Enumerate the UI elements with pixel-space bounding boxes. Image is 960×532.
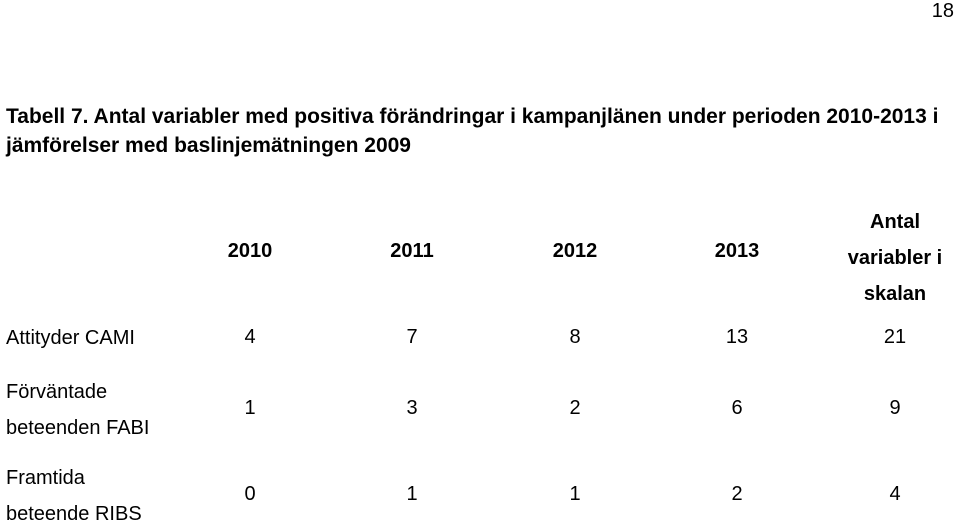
row-label: Attityder CAMI bbox=[6, 327, 135, 349]
table-cell: 0 bbox=[244, 483, 256, 505]
table-cell: 3 bbox=[406, 397, 418, 419]
page-number: 18 bbox=[931, 0, 954, 22]
table-cell: 1 bbox=[569, 483, 581, 505]
row-label: Framtida beteende RIBS bbox=[6, 467, 142, 525]
table-cell: 13 bbox=[725, 326, 749, 348]
table-cell: 4 bbox=[244, 326, 256, 348]
table-cell: 2 bbox=[731, 483, 743, 505]
table-cell: 4 bbox=[889, 483, 901, 505]
table-cell: 1 bbox=[406, 483, 418, 505]
table-cell: 9 bbox=[889, 397, 901, 419]
table-caption: Tabell 7. Antal variabler med positiva förändringar i kampanjlänen under perioden 2010-2013 i jämförelser med baslinjemätningen 2009 bbox=[6, 105, 939, 157]
column-header-antal-variabler: Antal variabler i skalan bbox=[847, 211, 943, 305]
table-cell: 8 bbox=[569, 326, 581, 348]
table-cell: 7 bbox=[406, 326, 418, 348]
table-cell: 1 bbox=[244, 397, 256, 419]
table-cell: 6 bbox=[731, 397, 743, 419]
column-header-2011: 2011 bbox=[390, 240, 434, 262]
column-header-2012: 2012 bbox=[552, 240, 598, 262]
row-label: Förväntade beteenden FABI bbox=[6, 381, 150, 439]
column-header-2010: 2010 bbox=[227, 240, 273, 262]
table-cell: 21 bbox=[883, 326, 907, 348]
table-cell: 2 bbox=[569, 397, 581, 419]
column-header-2013: 2013 bbox=[714, 240, 760, 262]
